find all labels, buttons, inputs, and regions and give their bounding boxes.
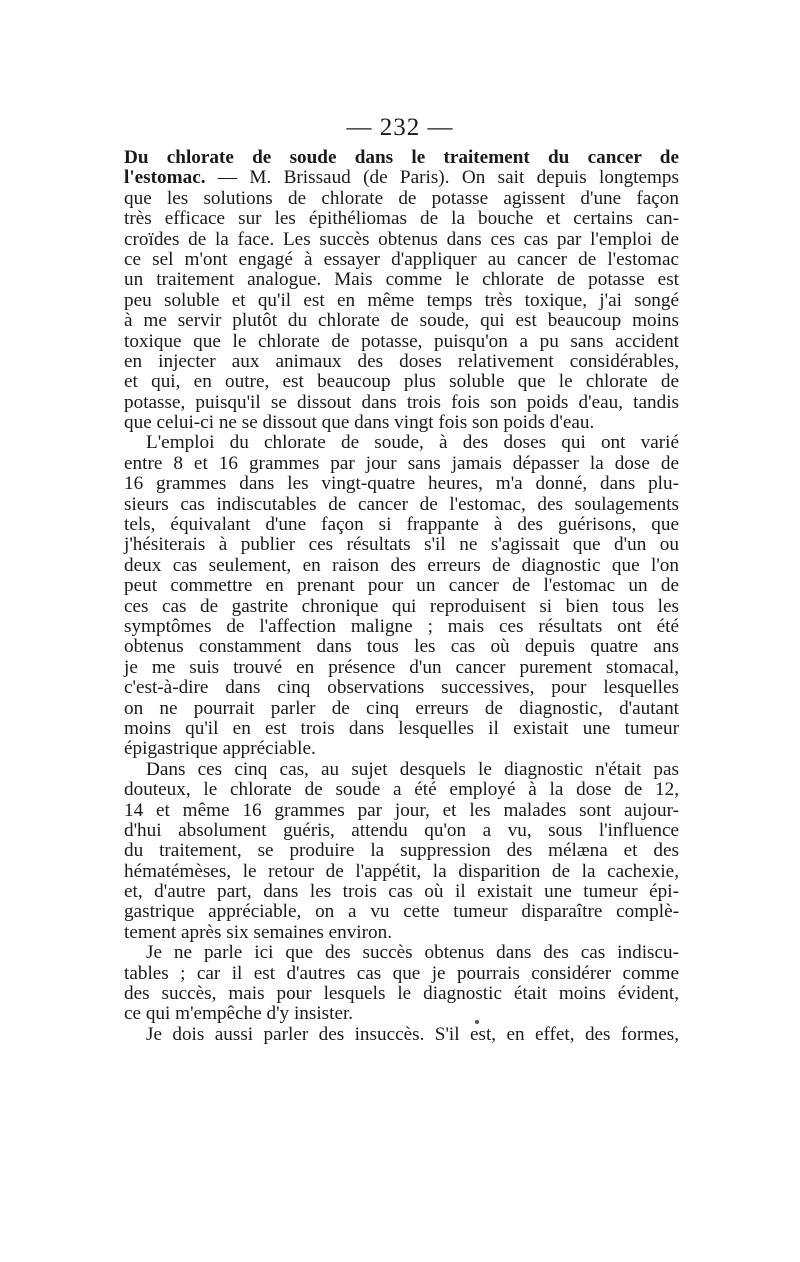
text-line: 14 et même 16 grammes par jour, et les malades sont aujour- [124, 799, 679, 821]
text-line: potasse, puisqu'il se dissout dans trois fois son poids d'eau, tandis [124, 391, 679, 413]
text-line: toxique que le chlorate de potasse, puisqu'on a pu sans accident [124, 330, 679, 352]
text-line: tement après six semaines environ. [124, 921, 393, 943]
text-line: ce qui m'empêche d'y insister. [124, 1003, 354, 1025]
text-line: Dans ces cinq cas, au sujet desquels le diagnostic n'était pas [146, 758, 679, 780]
text-line: très efficace sur les épithéliomas de la bouche et certains can- [124, 208, 679, 230]
text-line: Je ne parle ici que des succès obtenus dans des cas indiscu- [146, 942, 679, 964]
text-line: des succès, mais pour lesquels le diagnostic était moins évident, [124, 983, 679, 1005]
article-title: Du chlorate de soude dans le traitement du cancer de [124, 147, 679, 168]
article-title: l'estomac. [124, 167, 206, 189]
text-line: ce sel m'ont engagé à essayer d'appliquer au cancer de l'estomac [124, 248, 679, 270]
text-line: tels, équivalant d'une façon si frappante à des guérisons, que [124, 514, 679, 536]
text-line: tables ; car il est d'autres cas que je pourrais considérer comme [124, 962, 679, 984]
text-line: moins qu'il en est trois dans lesquelles il existait une tumeur [124, 717, 679, 739]
text-line: Je dois aussi parler des insuccès. S'il est, en effet, des formes, [146, 1023, 679, 1045]
text-line: entre 8 et 16 grammes par jour sans jamais dépasser la dose de [124, 452, 679, 474]
text-line: en injecter aux animaux des doses relativement considérables, [124, 350, 679, 372]
text-line: à me servir plutôt du chlorate de soude, qui est beaucoup moins [124, 310, 679, 332]
text-line: je me suis trouvé en présence d'un cancer purement stomacal, [124, 656, 679, 678]
print-speck [475, 1020, 479, 1024]
text-line: que celui-ci ne se dissout que dans vingt fois son poids d'eau. [124, 412, 595, 434]
text-line: du traitement, se produire la suppression des mélæna et des [124, 840, 679, 862]
text-line: hématémèses, le retour de l'appétit, la disparition de la cachexie, [124, 860, 679, 882]
text-line: épigastrique appréciable. [124, 738, 316, 760]
text-line: symptômes de l'affection maligne ; mais ces résultats ont été [124, 615, 679, 637]
text-line: peut commettre en prenant pour un cancer de l'estomac un de [124, 575, 679, 597]
text-line: ces cas de gastrite chronique qui reproduisent si bien tous les [124, 595, 679, 617]
text-line: 16 grammes dans les vingt-quatre heures, m'a donné, dans plu- [124, 473, 679, 495]
text-line: que les solutions de chlorate de potasse agissent d'une façon [124, 187, 679, 209]
text-line: d'hui absolument guéris, attendu qu'on a vu, sous l'influence [124, 819, 679, 841]
text-line: peu soluble et qu'il est en même temps très toxique, j'ai songé [124, 289, 679, 311]
text-line: on ne pourrait parler de cinq erreurs de diagnostic, d'autant [124, 697, 679, 719]
article-body [124, 148, 679, 1045]
text-line: obtenus constamment dans tous les cas où depuis quatre ans [124, 636, 679, 658]
text-line: sieurs cas indiscutables de cancer de l'estomac, des soulagements [124, 493, 679, 515]
text-line [124, 168, 679, 188]
text-line: et, d'autre part, dans les trois cas où il existait une tumeur épi- [124, 881, 679, 903]
text-line [124, 148, 679, 168]
text-line: c'est-à-dire dans cinq observations successives, pour lesquelles [124, 677, 679, 699]
text-line: douteux, le chlorate de soude a été employé à la dose de 12, [124, 779, 679, 801]
line-text: — M. Brissaud (de Paris). On sait depuis longtemps [205, 167, 679, 189]
page-number: — 232 — [346, 114, 454, 141]
text-line: gastrique appréciable, on a vu cette tumeur disparaître complè- [124, 901, 679, 923]
text-line: L'emploi du chlorate de soude, à des doses qui ont varié [146, 432, 679, 454]
text-line: j'hésiterais à publier ces résultats s'il ne s'agissait que d'un ou [124, 534, 679, 556]
text-line: deux cas seulement, en raison des erreurs de diagnostic que l'on [124, 554, 679, 576]
text-line: et qui, en outre, est beaucoup plus soluble que le chlorate de [124, 371, 679, 393]
text-line: un traitement analogue. Mais comme le chlorate de potasse est [124, 269, 679, 291]
text-line: croïdes de la face. Les succès obtenus dans ces cas par l'emploi de [124, 228, 679, 250]
